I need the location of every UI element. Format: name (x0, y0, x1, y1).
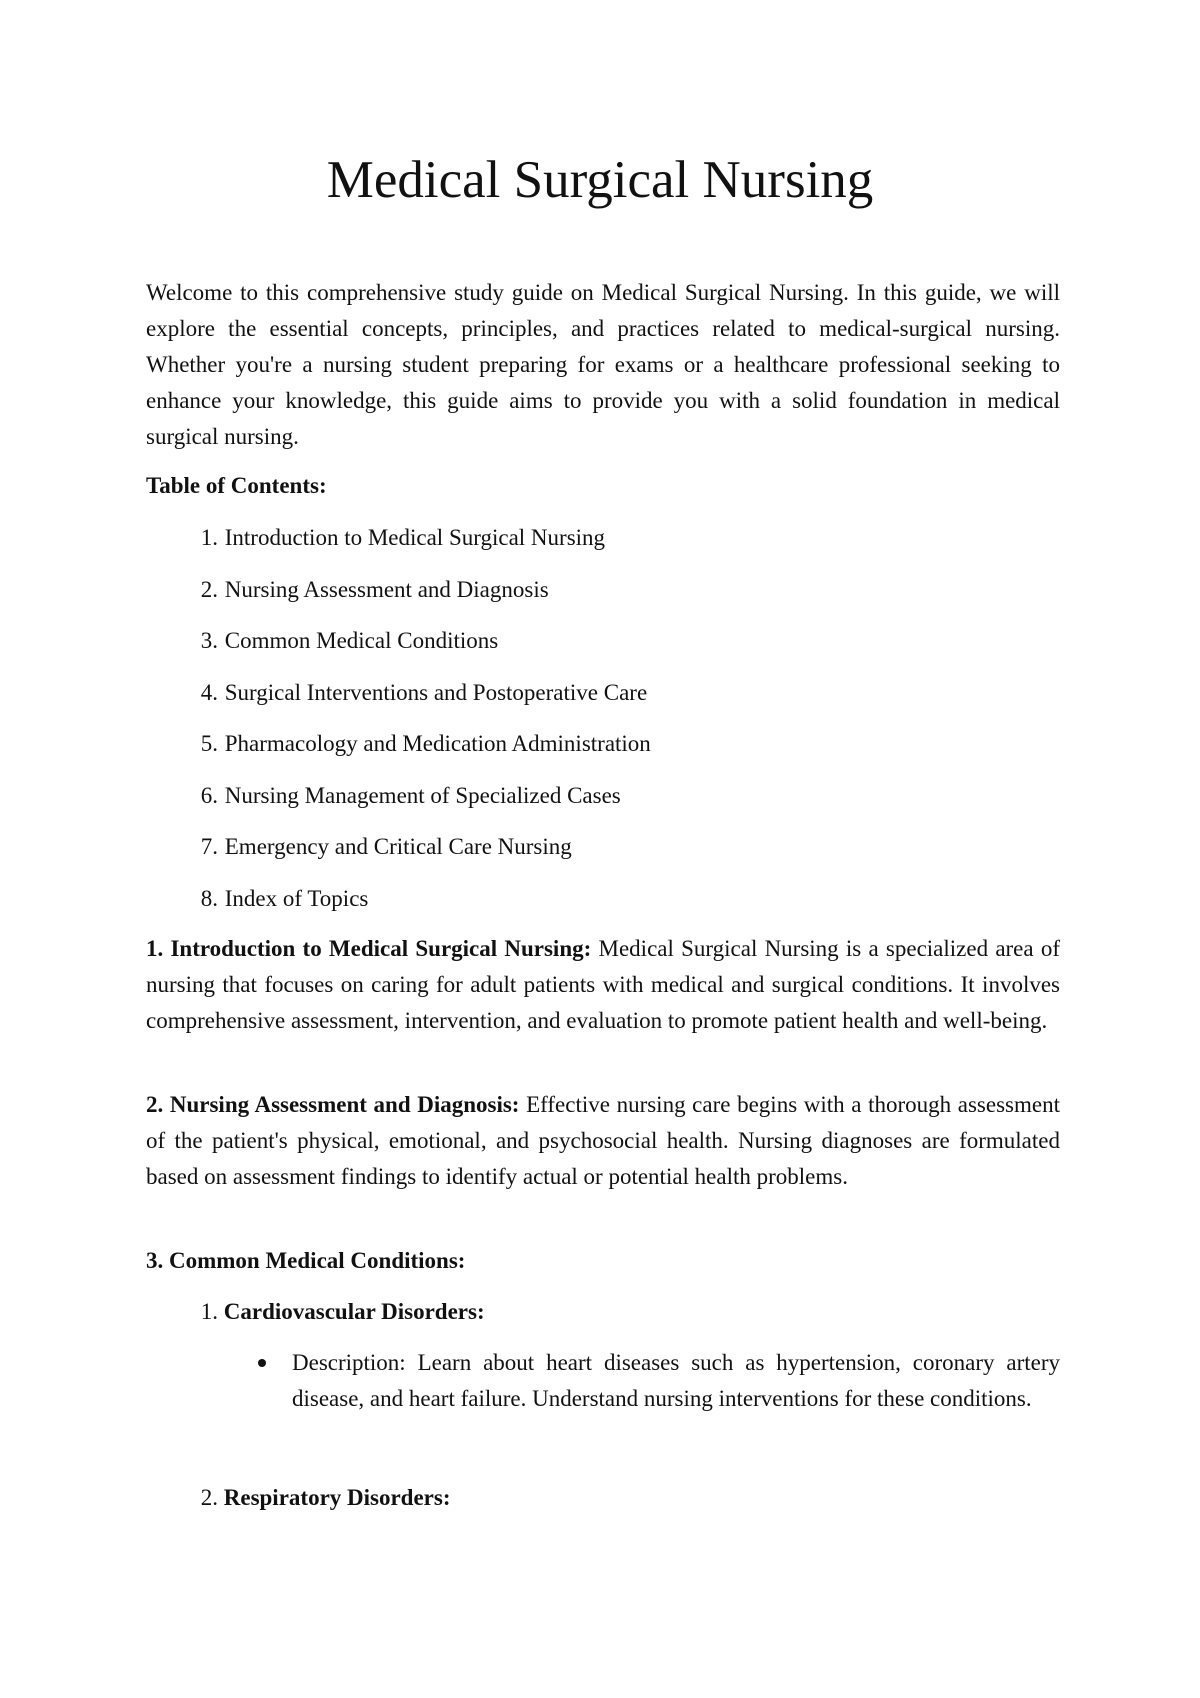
section-body: Medical Surgical Nursing is a specialized area of nursing that focuses on caring for adult patients with medical and surgical conditions. It involves comprehensive assessment, intervention, and evaluation to promote patient health and well-being. (146, 936, 1060, 1033)
toc-item-number: 7. (200, 834, 218, 859)
toc-item-label: Common Medical Conditions (224, 628, 499, 653)
subsection-number: 1. (200, 1299, 218, 1324)
toc-item-number: 2. (200, 576, 218, 602)
subsection-respiratory (146, 1480, 451, 1516)
section-heading-common-conditions: 3. Common Medical Conditions: (146, 1248, 466, 1273)
toc-item-label: Surgical Interventions and Postoperative Care (224, 679, 648, 705)
subsection-label: Respiratory Disorders: (223, 1485, 451, 1510)
subsection-number: 2. (200, 1485, 218, 1510)
toc-item-label: Index of Topics (224, 885, 369, 911)
subsection-cardiovascular (146, 1294, 485, 1330)
toc-item-number: 3. (200, 628, 218, 653)
toc-item-label: Emergency and Critical Care Nursing (224, 834, 572, 859)
toc-item-number: 4. (200, 679, 218, 705)
section-heading: 2. Nursing Assessment and Diagnosis: (146, 1092, 520, 1117)
toc-item (146, 718, 1046, 770)
toc-item-number: 8. (200, 885, 218, 911)
toc-item-label: Introduction to Medical Surgical Nursing (224, 525, 606, 550)
toc-item (146, 667, 1046, 719)
toc-item (146, 873, 1046, 925)
intro-paragraph: Welcome to this comprehensive study guide on Medical Surgical Nursing. In this guide, we will explore the essential concepts, principles, and practices related to medical-surgical nursing. Whether you're a nursing student preparing for exams or a healthcare professional seeking to enhance your knowledge, this guide aims to provide you with a solid foundation in medical surgical nursing. (146, 280, 1060, 449)
toc-item-label: Pharmacology and Medication Administration (224, 731, 651, 756)
toc-item (146, 770, 1046, 822)
document-title: Medical Surgical Nursing (326, 151, 874, 209)
toc-item-number: 6. (200, 782, 218, 808)
subsection-label: Cardiovascular Disorders: (223, 1299, 485, 1324)
section-heading: 1. Introduction to Medical Surgical Nursing: (146, 936, 592, 961)
toc-item-number: 1. (200, 525, 218, 550)
bullet-description: Description: Learn about heart diseases such as hypertension, coronary artery disease, and heart failure. Understand nursing interventions for these conditions. (292, 1350, 1060, 1411)
toc-item-number: 5. (200, 731, 218, 756)
toc-item (146, 512, 1046, 564)
toc-list (146, 512, 1046, 924)
section-assessment (146, 1087, 1060, 1195)
toc-heading: Table of Contents: (146, 473, 327, 498)
toc-item-label: Nursing Assessment and Diagnosis (224, 576, 549, 602)
bullet-icon (258, 1359, 266, 1367)
toc-item (146, 564, 1046, 616)
toc-item (146, 615, 1046, 667)
toc-item-label: Nursing Management of Specialized Cases (224, 782, 621, 808)
section-body: Effective nursing care begins with a thorough assessment of the patient's physical, emotional, and psychosocial health. Nursing diagnoses are formulated based on assessment findings to identify actual or potential health problems. (146, 1092, 1060, 1189)
section-introduction (146, 931, 1060, 1039)
toc-item (146, 821, 1046, 873)
